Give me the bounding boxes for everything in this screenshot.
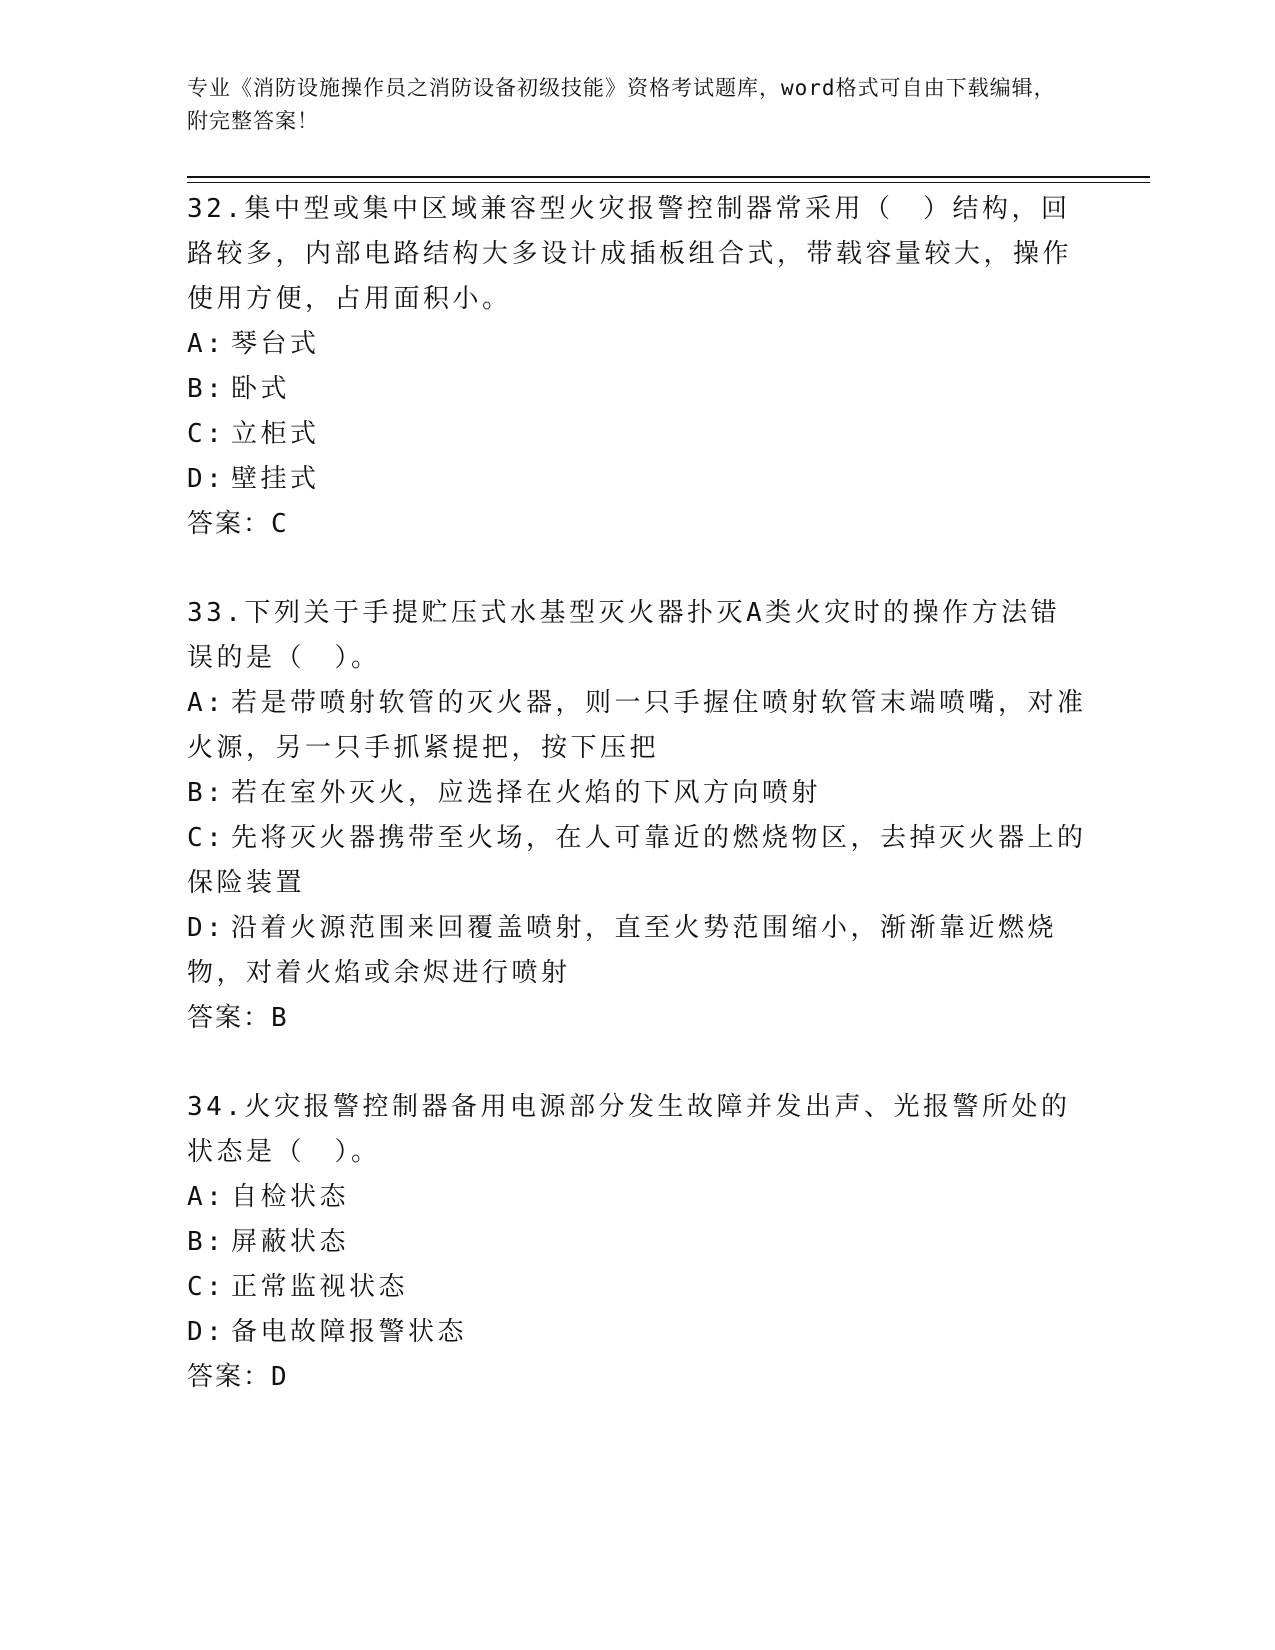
option-c	[187, 1265, 1087, 1310]
option-letter: A:	[187, 329, 226, 359]
question-list	[187, 187, 1087, 1444]
option-a	[187, 681, 1087, 771]
option-b	[187, 1220, 1087, 1265]
answer-value: C	[271, 509, 289, 539]
option-letter: B:	[187, 374, 226, 404]
option-text: 琴台式	[231, 329, 320, 359]
question-text: 34.火灾报警控制器备用电源部分发生故障并发出声、光报警所处的状态是（ ）。	[187, 1092, 1071, 1167]
answer-line	[187, 502, 1087, 547]
question-33	[187, 591, 1087, 1041]
option-d	[187, 1310, 1087, 1355]
option-letter: C:	[187, 419, 226, 449]
option-text: 沿着火源范围来回覆盖喷射，直至火势范围缩小，渐渐靠近燃烧物，对着火焰或余烬进行喷射	[187, 913, 1058, 988]
answer-label: 答案：	[187, 1003, 272, 1033]
option-text: 自检状态	[231, 1182, 350, 1212]
option-text: 壁挂式	[231, 464, 320, 494]
option-text: 备电故障报警状态	[231, 1317, 468, 1347]
option-letter: D:	[187, 913, 226, 943]
question-text: 33.下列关于手提贮压式水基型灭火器扑灭A类火灾时的操作方法错误的是（ ）。	[187, 598, 1061, 673]
answer-value: B	[271, 1003, 289, 1033]
option-text: 立柜式	[231, 419, 320, 449]
document-header: 专业《消防设施操作员之消防设备初级技能》资格考试题库，word格式可自由下载编辑，附完整答案！	[187, 76, 1056, 133]
option-letter: D:	[187, 464, 226, 494]
option-c	[187, 816, 1087, 906]
answer-value: D	[271, 1362, 289, 1392]
option-text: 正常监视状态	[231, 1272, 409, 1302]
option-letter: A:	[187, 688, 226, 718]
option-a	[187, 322, 1087, 367]
option-letter: B:	[187, 778, 226, 808]
answer-line	[187, 996, 1087, 1041]
option-letter: B:	[187, 1227, 226, 1257]
answer-label: 答案：	[187, 509, 272, 539]
option-text: 若在室外灭火，应选择在火焰的下风方向喷射	[231, 778, 822, 808]
question-32	[187, 187, 1087, 547]
option-a	[187, 1175, 1087, 1220]
option-text: 屏蔽状态	[231, 1227, 350, 1257]
option-b	[187, 771, 1087, 816]
option-b	[187, 367, 1087, 412]
option-letter: A:	[187, 1182, 226, 1212]
question-34	[187, 1085, 1087, 1400]
header-divider-thin	[187, 182, 1150, 183]
option-letter: C:	[187, 823, 226, 853]
question-text: 32.集中型或集中区域兼容型火灾报警控制器常采用（ ）结构，回路较多，内部电路结构大多设计成插板组合式，带载容量较大，操作使用方便，占用面积小。	[187, 194, 1073, 314]
option-d	[187, 457, 1087, 502]
answer-line	[187, 1355, 1087, 1400]
option-text: 卧式	[231, 374, 291, 404]
answer-label: 答案：	[187, 1362, 272, 1392]
option-letter: C:	[187, 1272, 226, 1302]
option-letter: D:	[187, 1317, 226, 1347]
option-text: 先将灭火器携带至火场，在人可靠近的燃烧物区，去掉灭火器上的保险装置	[187, 823, 1087, 898]
option-text: 若是带喷射软管的灭火器，则一只手握住喷射软管末端喷嘴，对准火源，另一只手抓紧提把，按下压把	[187, 688, 1087, 763]
option-c	[187, 412, 1087, 457]
option-d	[187, 906, 1087, 996]
header-divider-thick	[187, 176, 1150, 178]
